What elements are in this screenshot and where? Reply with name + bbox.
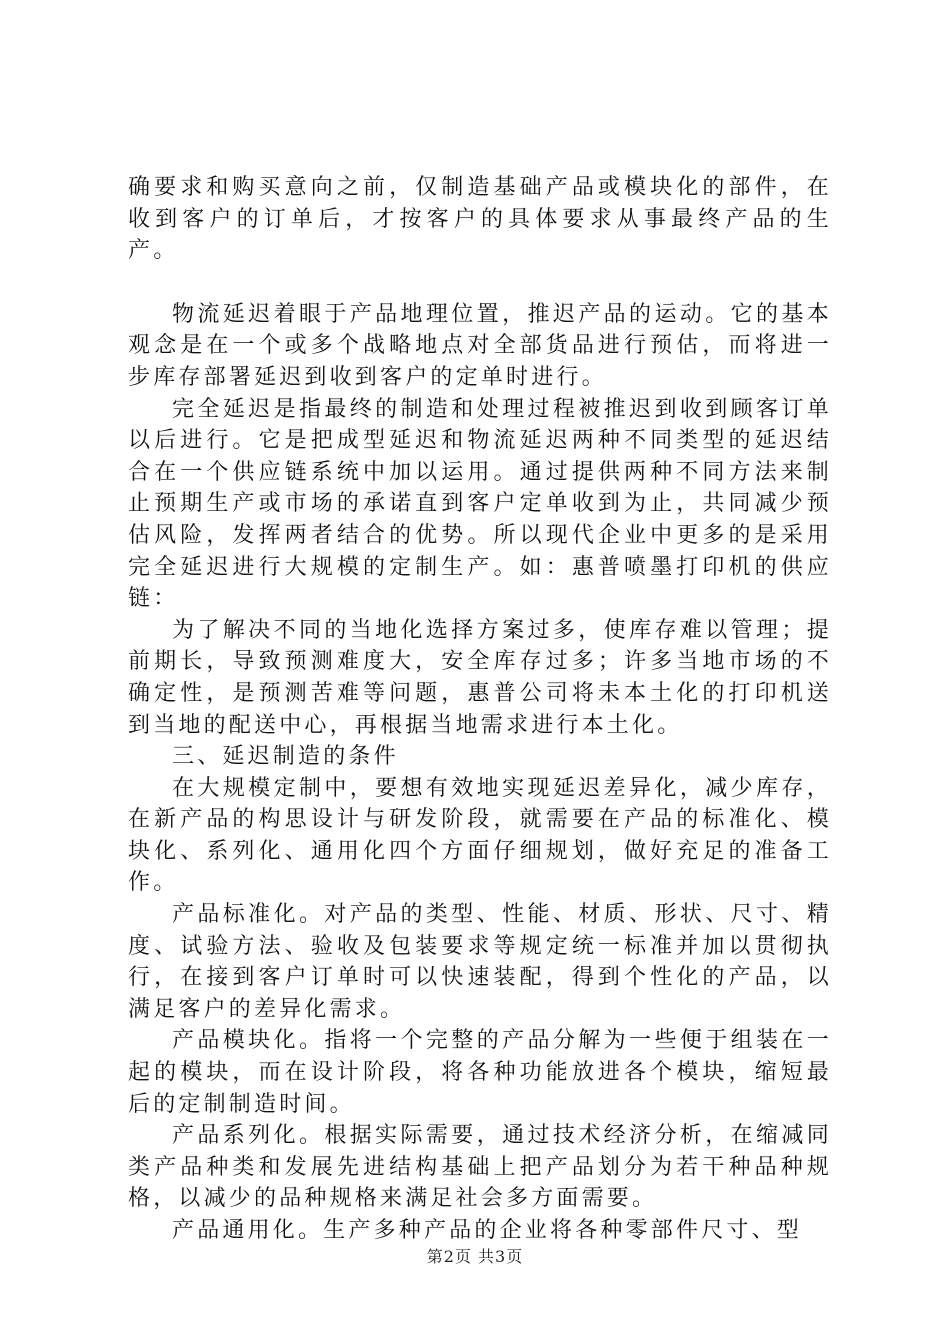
paragraph-full-postponement: 完全延迟是指最终的制造和处理过程被推迟到收到顾客订单以后进行。它是把成型延迟和物流延迟两种不同类型的延迟结合在一个供应链系统中加以运用。通过提供两种不同方法来制止预期生产或市场的承诺直到客户定单收到为止，共同减少预估风险，发挥两者结合的优势。所以现代企业中更多的是采用完全延迟进行大规模的定制生产。如：惠普喷墨打印机的供应链： bbox=[128, 396, 832, 612]
page-footer bbox=[0, 1244, 950, 1267]
paragraph-logistics-postponement: 物流延迟着眼于产品地理位置，推迟产品的运动。它的基本观念是在一个或多个战略地点对全部货品进行预估，而将进一步库存部署延迟到收到客户的定单时进行。 bbox=[128, 301, 832, 390]
paragraph-gap bbox=[128, 267, 832, 299]
paragraph-continuation: 确要求和购买意向之前，仅制造基础产品或模块化的部件，在收到客户的订单后，才按客户的具体要求从事最终产品的生产。 bbox=[128, 175, 832, 264]
paragraph-serialization: 产品系列化。根据实际需要，通过技术经济分析，在缩减同类产品种类和发展先进结构基础上把产品划分为若干种品种规格，以减少的品种规格来满足社会多方面需要。 bbox=[128, 1123, 832, 1212]
page-number-label: 第2页 共3页 bbox=[426, 1247, 524, 1266]
paragraph-hp-example: 为了解决不同的当地化选择方案过多，使库存难以管理；提前期长，导致预测难度大，安全库存过多；许多当地市场的不确定性，是预测苦难等问题，惠普公司将未本土化的打印机送到当地的配送中心，再根据当地需求进行本土化。 bbox=[128, 617, 832, 738]
paragraph-modularization: 产品模块化。指将一个完整的产品分解为一些便于组装在一起的模块，而在设计阶段，将各种功能放进各个模块，缩短最后的定制制造时间。 bbox=[128, 1028, 832, 1117]
paragraph-generalization: 产品通用化。生产多种产品的企业将各种零部件尺寸、型 bbox=[172, 1218, 803, 1243]
paragraph-standardization: 产品标准化。对产品的类型、性能、材质、形状、尺寸、精度、试验方法、验收及包装要求等规定统一标准并加以贯彻执行，在接到客户订单时可以快速装配，得到个性化的产品，以满足客户的差异化需求。 bbox=[128, 902, 832, 1022]
paragraph-mass-customization: 在大规模定制中，要想有效地实现延迟差异化，减少库存，在新产品的构思设计与研发阶段，就需要在产品的标准化、模块化、系列化、通用化四个方面仔细规划，做好充足的准备工作。 bbox=[128, 775, 832, 896]
body-text bbox=[128, 172, 832, 1247]
section-heading: 三、延迟制造的条件 bbox=[172, 744, 399, 770]
